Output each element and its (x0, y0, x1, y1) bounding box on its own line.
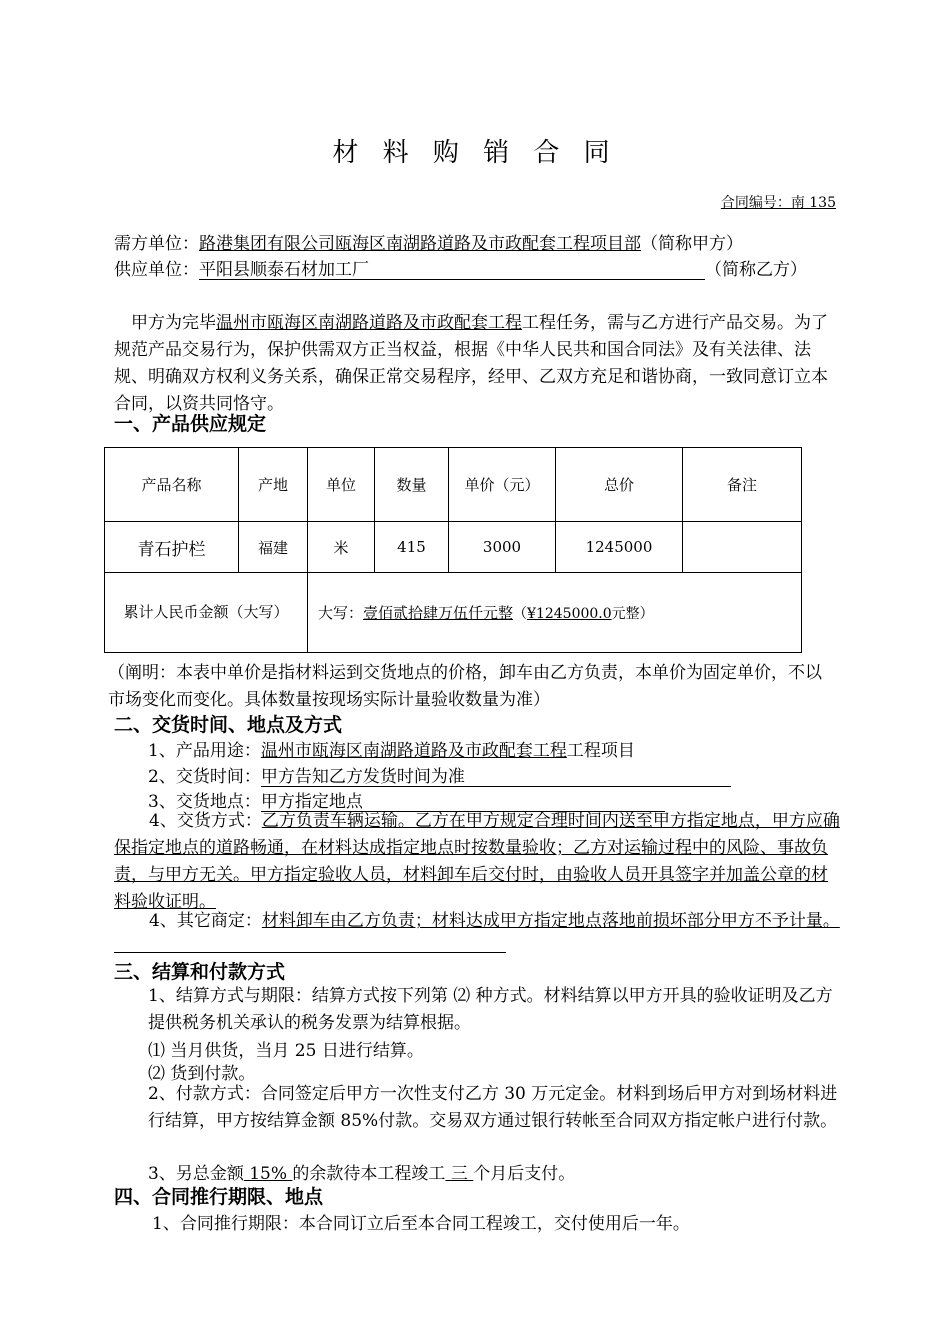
contract-number: 合同编号：南 135 (720, 195, 836, 211)
header-origin: 产地 (239, 448, 308, 522)
intro-text-1: 甲方为完毕 (131, 313, 216, 333)
supplier-line (114, 255, 807, 280)
document-title: 材 料 购 销 合 同 (332, 138, 618, 168)
cell-total-price: 1245000 (556, 522, 683, 573)
payment-method-item: 2、付款方式：合同签定后甲方一次性支付乙方 30 万元定金。材料到场后甲方对到场材料进行结算，甲方按结算金额 85%付款。交易双方通过银行转帐至合同双方指定帐户进行付款。 (148, 1084, 838, 1131)
cell-unit-price: 3000 (449, 522, 556, 573)
section-1-heading: 一、产品供应规定 (114, 413, 267, 435)
balance-text-2: 的余款待本工程竣工 (292, 1164, 446, 1184)
delivery-method-paragraph (114, 808, 840, 916)
place-label: 3、交货地点： (148, 792, 261, 812)
section-2-heading: 二、交货时间、地点及方式 (114, 714, 343, 736)
header-unit: 单位 (308, 448, 375, 522)
supplier-suffix: （简称乙方） (705, 260, 807, 280)
cell-quantity: 415 (375, 522, 449, 573)
balance-item (148, 1159, 575, 1184)
total-prefix: 大写： (318, 604, 364, 622)
delivery-time-line (148, 762, 731, 787)
balance-text-3: 个月后支付。 (473, 1164, 576, 1184)
time-value: 甲方告知乙方发货时间为准 (261, 768, 731, 787)
use-suffix: 工程项目 (566, 741, 635, 761)
intro-text-2: 工程任务，需与乙方进行产品交易。为了规范产品交易行为，保护供需双方正当权益，根据《中华人民共和国合同法》及有关法律、法规、明确双方权利义务关系，确保正常交易程序，经甲、乙双方充足和谐协商，一致同意订立本合同，以资共同恪守。 (114, 313, 828, 414)
balance-percent: 15% (243, 1164, 293, 1184)
intro-project: 温州市瓯海区南湖路道路及市政配套工程 (216, 313, 522, 333)
time-label: 2、交货时间： (148, 767, 261, 787)
settlement-option-2: ⑵ 货到付款。 (148, 1064, 256, 1084)
cell-unit: 米 (308, 522, 375, 573)
product-table (104, 447, 802, 653)
supplier-label: 供应单位： (114, 260, 199, 280)
cell-product-name: 青石护栏 (105, 522, 239, 573)
total-label: 累计人民币金额（大写） (105, 573, 308, 653)
other-terms-paragraph (114, 908, 840, 935)
section-4-heading: 四、合同推行期限、地点 (114, 1186, 324, 1208)
balance-text-1: 3、另总金额 (148, 1164, 244, 1184)
delivery-use-line (148, 736, 635, 761)
place-value: 甲方指定地点 (261, 793, 665, 812)
total-paren-open: （ (513, 606, 528, 622)
header-total-price: 总价 (556, 448, 683, 522)
method-value: 乙方负责车辆运输。乙方在甲方规定合理时间内送至甲方指定地点，甲方应确保指定地点的道路畅通，在材料达成指定地点时按数量验收；乙方对运输过程中的风险、事故负责，与甲方无关。甲方指定验收人员，材料卸车后交付时，由验收人员开具签字并加盖公章的材料验收证明。 (114, 811, 840, 912)
supplier-name: 平阳县顺泰石材加工厂 (199, 261, 705, 280)
total-words: 壹佰贰拾肆万伍仟元整 (363, 604, 514, 622)
cell-remark (683, 522, 802, 573)
settlement-item-1: 1、结算方式与期限：结算方式按下列第 ⑵ 种方式。材料结算以甲方开具的验收证明及乙方提供税务机关承认的税务发票为结算根据。 (148, 986, 833, 1033)
section-3-heading: 三、结算和付款方式 (114, 961, 286, 983)
table-header-row (105, 448, 802, 522)
total-amount (308, 573, 802, 653)
other-terms-fill-line (114, 952, 506, 953)
buyer-name: 路港集团有限公司瓯海区南湖路道路及市政配套工程项目部 (199, 234, 641, 254)
header-product-name: 产品名称 (105, 448, 239, 522)
total-number: ¥1245000.0 (527, 606, 612, 622)
use-label: 1、产品用途： (148, 741, 261, 761)
cell-origin: 福建 (239, 522, 308, 573)
term-item-1: 1、合同推行期限：本合同订立后至本合同工程竣工，交付使用后一年。 (152, 1214, 690, 1234)
other-label: 4、其它商定： (149, 911, 262, 931)
buyer-line (114, 229, 743, 254)
header-unit-price: 单价（元） (449, 448, 556, 522)
table-row (105, 522, 802, 573)
table-note: （阐明：本表中单价是指材料运到交货地点的价格，卸车由乙方负责，本单价为固定单价，不以市场变化而变化。具体数量按现场实际计量验收数量为准） (108, 663, 822, 710)
table-total-row (105, 573, 802, 653)
other-value: 材料卸车由乙方负责；材料达成甲方指定地点落地前损坏部分甲方不予计量。 (261, 911, 840, 931)
header-quantity: 数量 (375, 448, 449, 522)
total-paren-close: 元整） (611, 606, 654, 622)
use-value: 温州市瓯海区南湖路道路及市政配套工程 (260, 741, 567, 761)
method-label: 4、交货方式： (149, 811, 262, 831)
buyer-suffix: （简称甲方） (641, 234, 743, 254)
settlement-option-1: ⑴ 当月供货，当月 25 日进行结算。 (148, 1041, 424, 1061)
intro-paragraph (114, 310, 840, 418)
buyer-label: 需方单位： (114, 234, 199, 254)
balance-months: 三 (445, 1164, 474, 1184)
header-remark: 备注 (683, 448, 802, 522)
